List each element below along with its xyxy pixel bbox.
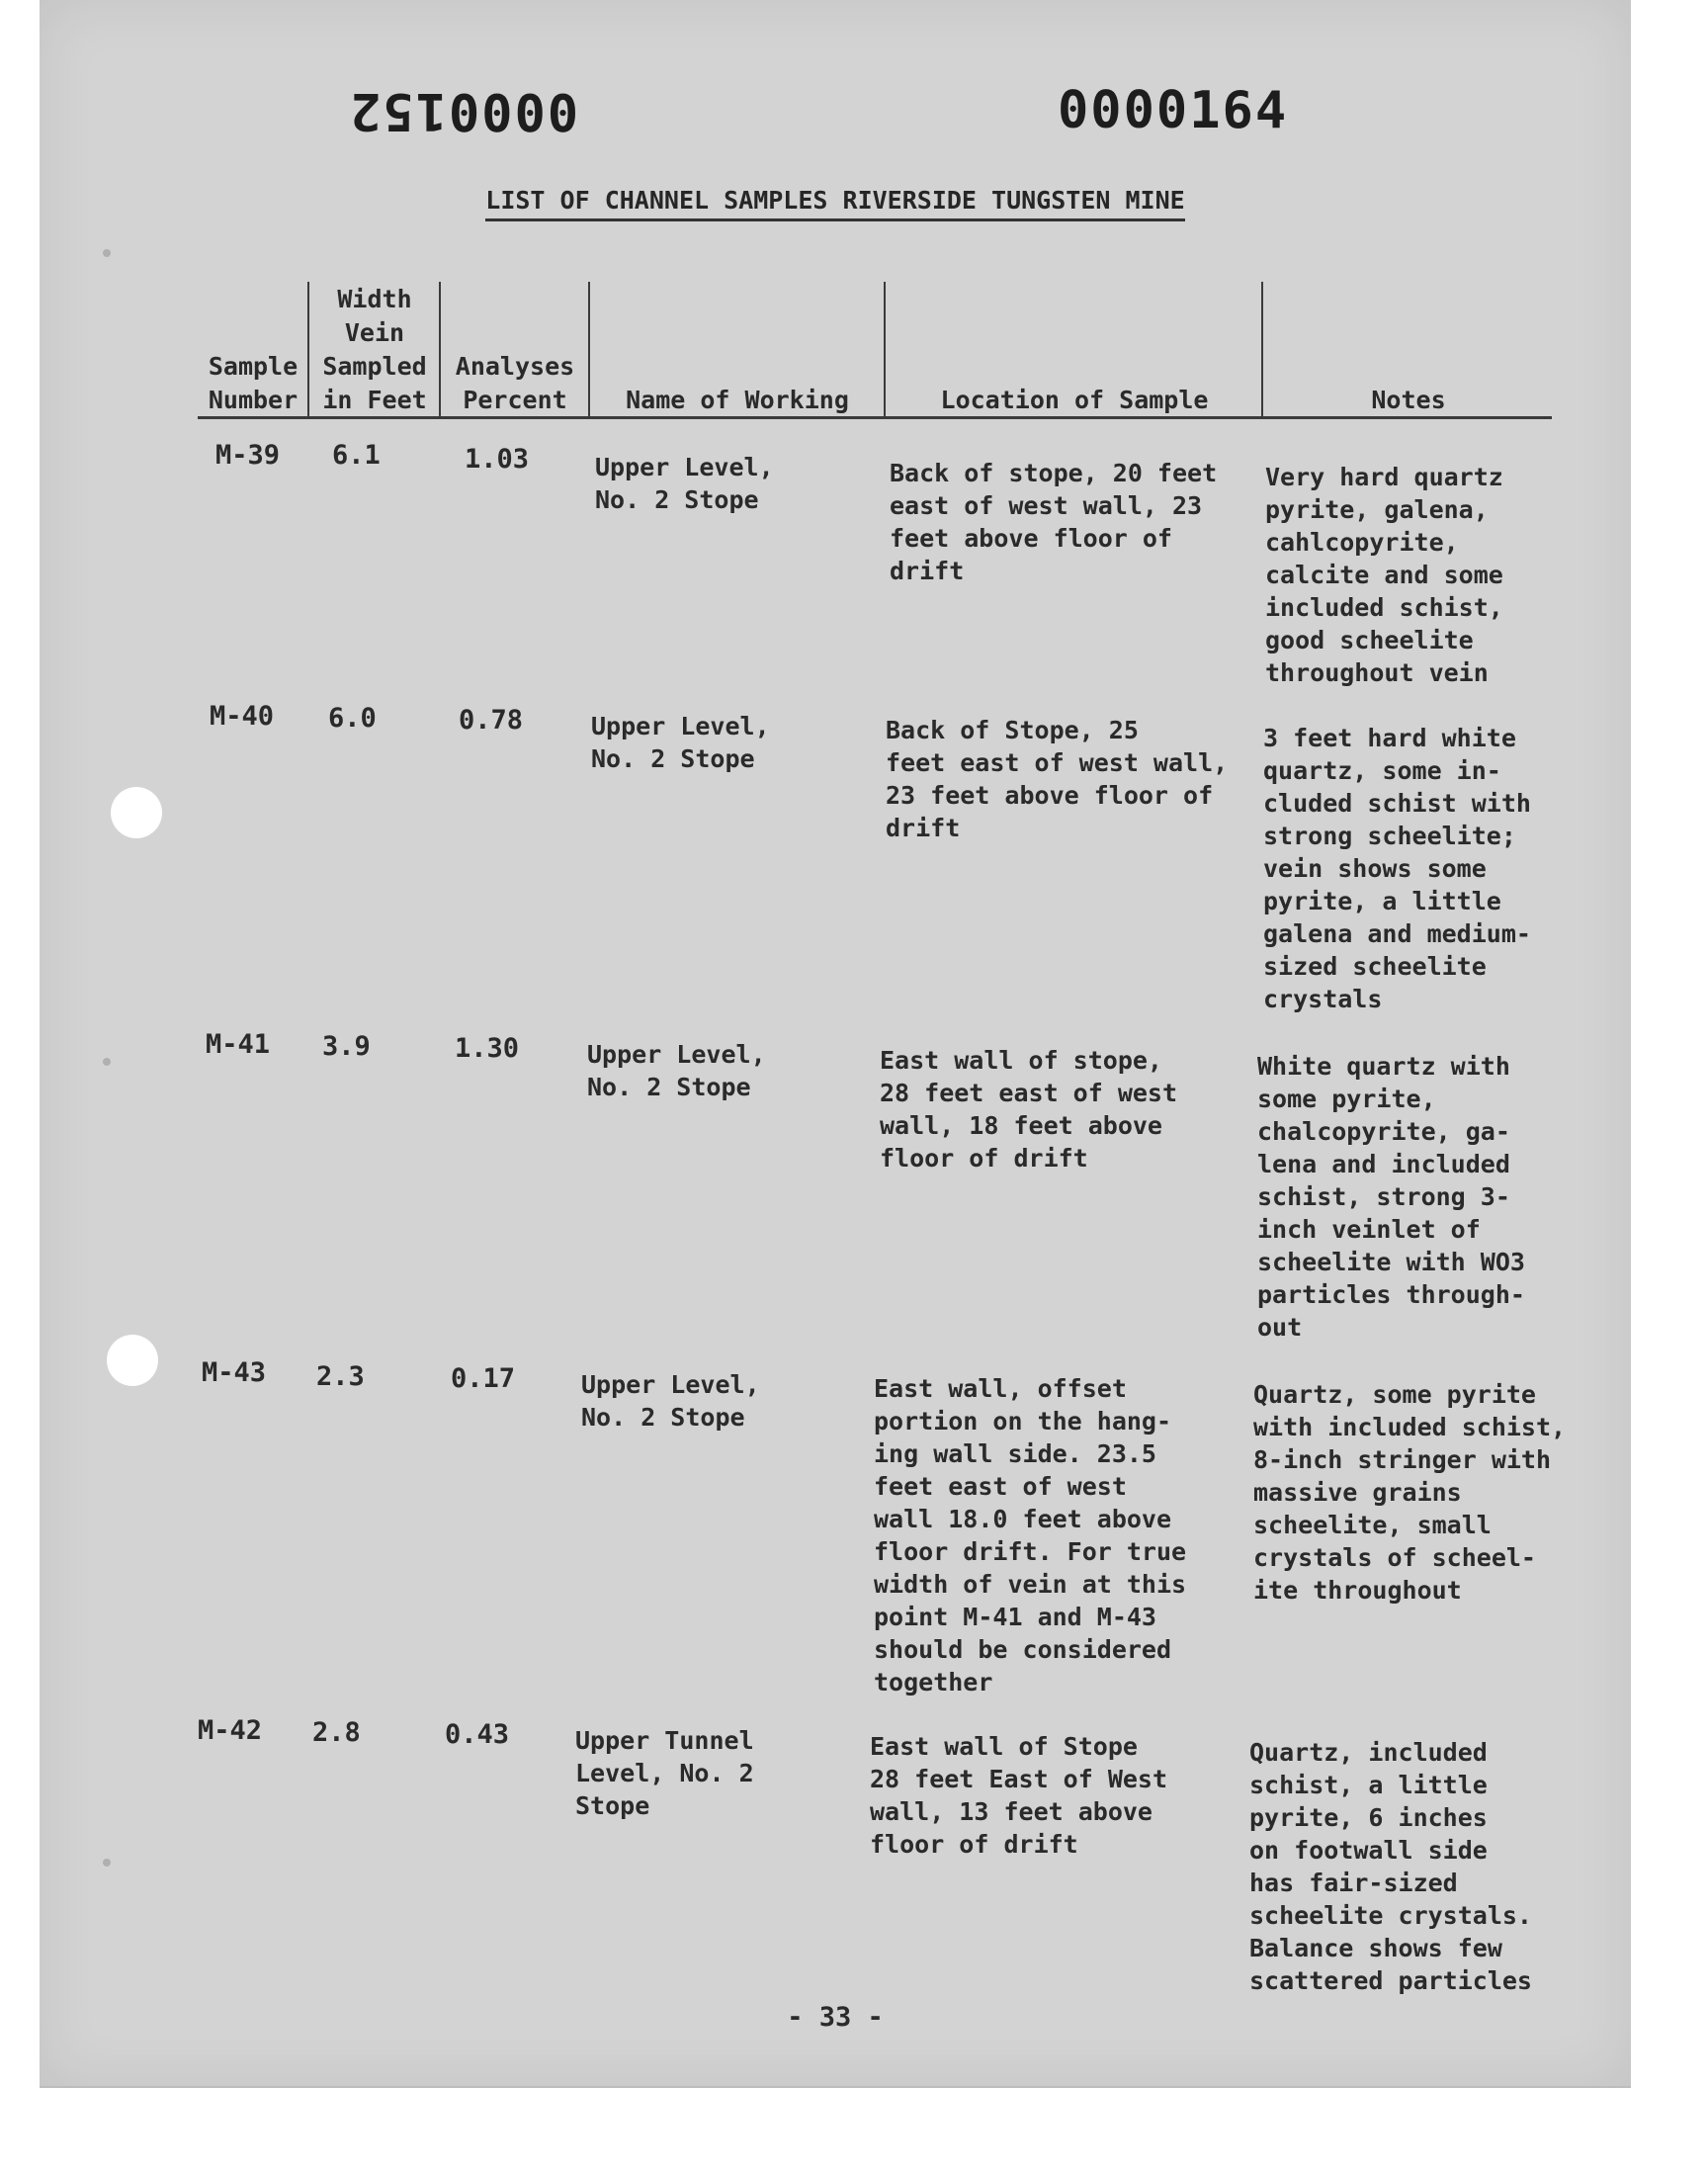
column-divider xyxy=(588,282,590,418)
sample-notes: Quartz, included schist, a little pyrite, 6 inches on footwall side has fair-sized scheelite crystals. Balance shows few scattered particles xyxy=(1249,1738,1532,1995)
analysis-percent: 0.78 xyxy=(459,705,524,736)
sample-number: M-43 xyxy=(202,1357,267,1388)
sample-notes: White quartz with some pyrite, chalcopyrite, ga- lena and included schist, strong 3- inch veinlet of scheelite with WO3 particles through- out xyxy=(1257,1052,1525,1342)
sample-location: East wall, offset portion on the hang- ing wall side. 23.5 feet east of west wall 18.0 feet above floor drift. For true width of vein at this point M-41 and M-43 should be considered together xyxy=(874,1374,1187,1696)
sample-notes: Quartz, some pyrite with included schist, 8-inch stringer with massive grains scheelite, small crystals of scheel- ite throughout xyxy=(1253,1380,1567,1605)
working-name: Upper Level, No. 2 Stope xyxy=(591,712,770,773)
sample-location: East wall of stope, 28 feet east of west wall, 18 feet above floor of drift xyxy=(880,1046,1178,1173)
margin-mark xyxy=(103,1859,111,1867)
page-number: - 33 - xyxy=(787,2002,884,2033)
working-name: Upper Level, No. 2 Stope xyxy=(595,453,774,514)
vein-width: 6.0 xyxy=(328,703,377,734)
column-divider xyxy=(439,282,441,418)
sample-number: M-39 xyxy=(215,440,281,471)
margin-mark xyxy=(103,249,111,257)
sample-number: M-41 xyxy=(206,1029,271,1060)
vein-width: 6.1 xyxy=(332,440,381,471)
punch-hole-top xyxy=(111,787,162,838)
working-name: Upper Tunnel Level, No. 2 Stope xyxy=(575,1726,754,1820)
analysis-percent: 0.17 xyxy=(451,1363,516,1394)
sample-notes: Very hard quartz pyrite, galena, cahlcopyrite, calcite and some included schist, good scheelite throughout vein xyxy=(1265,463,1503,687)
sample-notes: 3 feet hard white quartz, some in- cluded schist with strong scheelite; vein shows some pyrite, a little galena and medium- sized scheelite crystals xyxy=(1263,724,1531,1013)
analysis-percent: 1.03 xyxy=(465,444,530,475)
column-header-location: Location of Sample xyxy=(940,386,1209,414)
column-header-width-vein: Width Vein Sampled in Feet xyxy=(322,285,427,414)
document-title xyxy=(0,186,1670,215)
column-divider xyxy=(884,282,886,418)
sample-number: M-40 xyxy=(210,701,275,732)
analysis-percent: 1.30 xyxy=(455,1033,520,1064)
column-header-name-of-working: Name of Working xyxy=(626,386,849,414)
column-divider xyxy=(1261,282,1263,418)
column-divider xyxy=(307,282,309,418)
document-stamp-left: 0000152 xyxy=(348,81,579,140)
vein-width: 2.8 xyxy=(312,1717,361,1748)
column-header-analyses: Analyses Percent xyxy=(455,352,575,414)
header-underline xyxy=(198,416,1552,419)
analysis-percent: 0.43 xyxy=(445,1719,510,1750)
margin-mark xyxy=(103,1058,111,1066)
working-name: Upper Level, No. 2 Stope xyxy=(581,1370,760,1432)
sample-location: Back of stope, 20 feet east of west wall, 23 feet above floor of drift xyxy=(890,459,1218,585)
sample-location: East wall of Stope 28 feet East of West wall, 13 feet above floor of drift xyxy=(870,1732,1168,1859)
column-header-notes: Notes xyxy=(1371,386,1446,414)
sample-location: Back of Stope, 25 feet east of west wall, 23 feet above floor of drift xyxy=(886,716,1229,842)
document-title-text: LIST OF CHANNEL SAMPLES RIVERSIDE TUNGSTEN MINE xyxy=(485,186,1184,221)
column-header-sample-number: Sample Number xyxy=(208,352,299,414)
paper-edge xyxy=(40,2086,1631,2088)
punch-hole-bottom xyxy=(107,1335,158,1386)
document-stamp-right: 0000164 xyxy=(1058,81,1289,140)
working-name: Upper Level, No. 2 Stope xyxy=(587,1040,766,1101)
sample-number: M-42 xyxy=(198,1715,263,1746)
vein-width: 3.9 xyxy=(322,1031,371,1062)
vein-width: 2.3 xyxy=(316,1361,365,1392)
